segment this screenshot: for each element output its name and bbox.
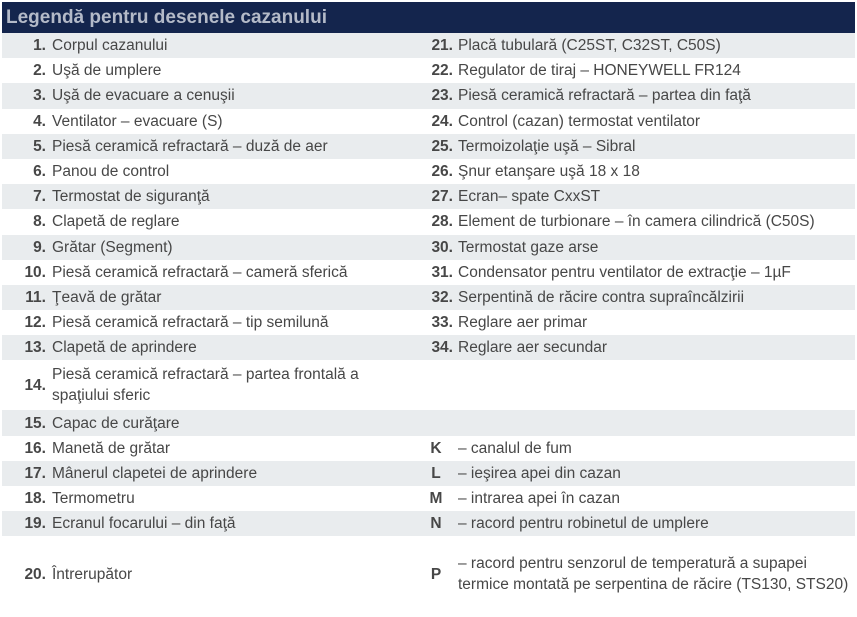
legend-left-text: Termostat de siguranţă: [52, 184, 419, 209]
legend-row: [2, 310, 855, 335]
legend-right-number: M: [419, 486, 458, 511]
legend-right-number: L: [419, 461, 458, 486]
legend-left-number: 2.: [2, 58, 52, 83]
legend-left-number: 1.: [2, 33, 52, 58]
legend-right-text: – canalul de fum: [458, 436, 855, 461]
legend-left-text: Uşă de evacuare a cenuşii: [52, 83, 419, 108]
legend-left-number: 14.: [2, 360, 52, 410]
legend-right-text: Piesă ceramică refractară – partea din faţă: [458, 83, 855, 108]
legend-left-text: Piesă ceramică refractară – tip semilună: [52, 310, 419, 335]
legend-row: [2, 536, 855, 612]
legend-left-text: Întrerupător: [52, 536, 419, 612]
legend-right-number: P: [419, 536, 458, 612]
legend-right-text: Serpentină de răcire contra supraîncălzirii: [458, 285, 855, 310]
legend-row: [2, 260, 855, 285]
legend-row: [2, 335, 855, 360]
legend-right-text: [458, 360, 855, 410]
legend-right-text: Regulator de tiraj – HONEYWELL FR124: [458, 58, 855, 83]
legend-left-number: 20.: [2, 536, 52, 612]
legend-row: [2, 134, 855, 159]
legend-left-number: 3.: [2, 83, 52, 108]
legend-row: [2, 285, 855, 310]
legend-right-text: Reglare aer primar: [458, 310, 855, 335]
legend-right-number: 23.: [419, 83, 458, 108]
legend-right-number: 27.: [419, 184, 458, 209]
legend-left-text: Piesă ceramică refractară – duză de aer: [52, 134, 419, 159]
legend-left-number: 8.: [2, 209, 52, 234]
legend-right-text: Termoizolaţie uşă – Sibral: [458, 134, 855, 159]
legend-row: [2, 109, 855, 134]
legend-left-text: Uşă de umplere: [52, 58, 419, 83]
legend-table: [2, 33, 855, 612]
legend-left-text: Capac de curăţare: [52, 410, 419, 435]
legend-left-text: Piesă ceramică refractară – cameră sferică: [52, 260, 419, 285]
legend-row: [2, 184, 855, 209]
legend-left-number: 18.: [2, 486, 52, 511]
legend-row: [2, 58, 855, 83]
legend-right-text: Placă tubulară (C25ST, C32ST, C50S): [458, 33, 855, 58]
legend-right-text: – racord pentru robinetul de umplere: [458, 511, 855, 536]
legend-left-text: Clapetă de reglare: [52, 209, 419, 234]
legend-row: [2, 511, 855, 536]
legend-left-number: 4.: [2, 109, 52, 134]
legend-right-number: 25.: [419, 134, 458, 159]
legend-right-number: 32.: [419, 285, 458, 310]
legend-left-number: 17.: [2, 461, 52, 486]
legend-right-number: 21.: [419, 33, 458, 58]
legend-left-text: Ţeavă de grătar: [52, 285, 419, 310]
legend-left-number: 6.: [2, 159, 52, 184]
legend-left-number: 13.: [2, 335, 52, 360]
legend-title: Legendă pentru desenele cazanului: [2, 2, 855, 33]
legend-left-text: Termometru: [52, 486, 419, 511]
legend-left-number: 19.: [2, 511, 52, 536]
legend-right-text: Şnur etanşare uşă 18 x 18: [458, 159, 855, 184]
legend-right-number: 34.: [419, 335, 458, 360]
legend-right-text: – racord pentru senzorul de temperatură a supapei termice montată pe serpentina de răcire (TS130, STS20): [458, 536, 855, 612]
legend-left-number: 9.: [2, 235, 52, 260]
legend-left-text: Manetă de grătar: [52, 436, 419, 461]
legend-row: [2, 360, 855, 410]
legend-right-number: [419, 410, 458, 435]
legend-left-number: 12.: [2, 310, 52, 335]
legend-row: [2, 159, 855, 184]
legend-left-number: 5.: [2, 134, 52, 159]
legend-right-text: – ieşirea apei din cazan: [458, 461, 855, 486]
legend-row: [2, 83, 855, 108]
legend-left-text: Grătar (Segment): [52, 235, 419, 260]
legend-right-number: 31.: [419, 260, 458, 285]
legend-right-number: N: [419, 511, 458, 536]
legend-left-text: Piesă ceramică refractară – partea frontală a spaţiului sferic: [52, 360, 419, 410]
legend-row: [2, 461, 855, 486]
legend-right-number: [419, 360, 458, 410]
legend-left-text: Panou de control: [52, 159, 419, 184]
legend-right-text: – intrarea apei în cazan: [458, 486, 855, 511]
legend-left-number: 7.: [2, 184, 52, 209]
legend-row: [2, 33, 855, 58]
legend-right-number: 33.: [419, 310, 458, 335]
legend-right-number: 28.: [419, 209, 458, 234]
legend-document: [2, 2, 855, 612]
legend-right-text: Condensator pentru ventilator de extracţie – 1µF: [458, 260, 855, 285]
legend-left-text: Ecranul focarului – din faţă: [52, 511, 419, 536]
legend-right-number: 24.: [419, 109, 458, 134]
legend-left-text: Clapetă de aprindere: [52, 335, 419, 360]
legend-right-text: Control (cazan) termostat ventilator: [458, 109, 855, 134]
legend-right-number: 22.: [419, 58, 458, 83]
legend-row: [2, 410, 855, 435]
legend-row: [2, 436, 855, 461]
legend-left-text: Mânerul clapetei de aprindere: [52, 461, 419, 486]
legend-row: [2, 235, 855, 260]
legend-left-number: 15.: [2, 410, 52, 435]
legend-right-text: Reglare aer secundar: [458, 335, 855, 360]
legend-right-text: Ecran– spate CxxST: [458, 184, 855, 209]
legend-right-text: Element de turbionare – în camera cilindrică (C50S): [458, 209, 855, 234]
legend-right-number: 30.: [419, 235, 458, 260]
legend-left-number: 10.: [2, 260, 52, 285]
legend-row: [2, 486, 855, 511]
legend-right-text: Termostat gaze arse: [458, 235, 855, 260]
legend-left-number: 11.: [2, 285, 52, 310]
legend-left-text: Corpul cazanului: [52, 33, 419, 58]
legend-left-text: Ventilator – evacuare (S): [52, 109, 419, 134]
legend-right-number: K: [419, 436, 458, 461]
legend-left-number: 16.: [2, 436, 52, 461]
legend-row: [2, 209, 855, 234]
legend-right-text: [458, 410, 855, 435]
legend-right-number: 26.: [419, 159, 458, 184]
